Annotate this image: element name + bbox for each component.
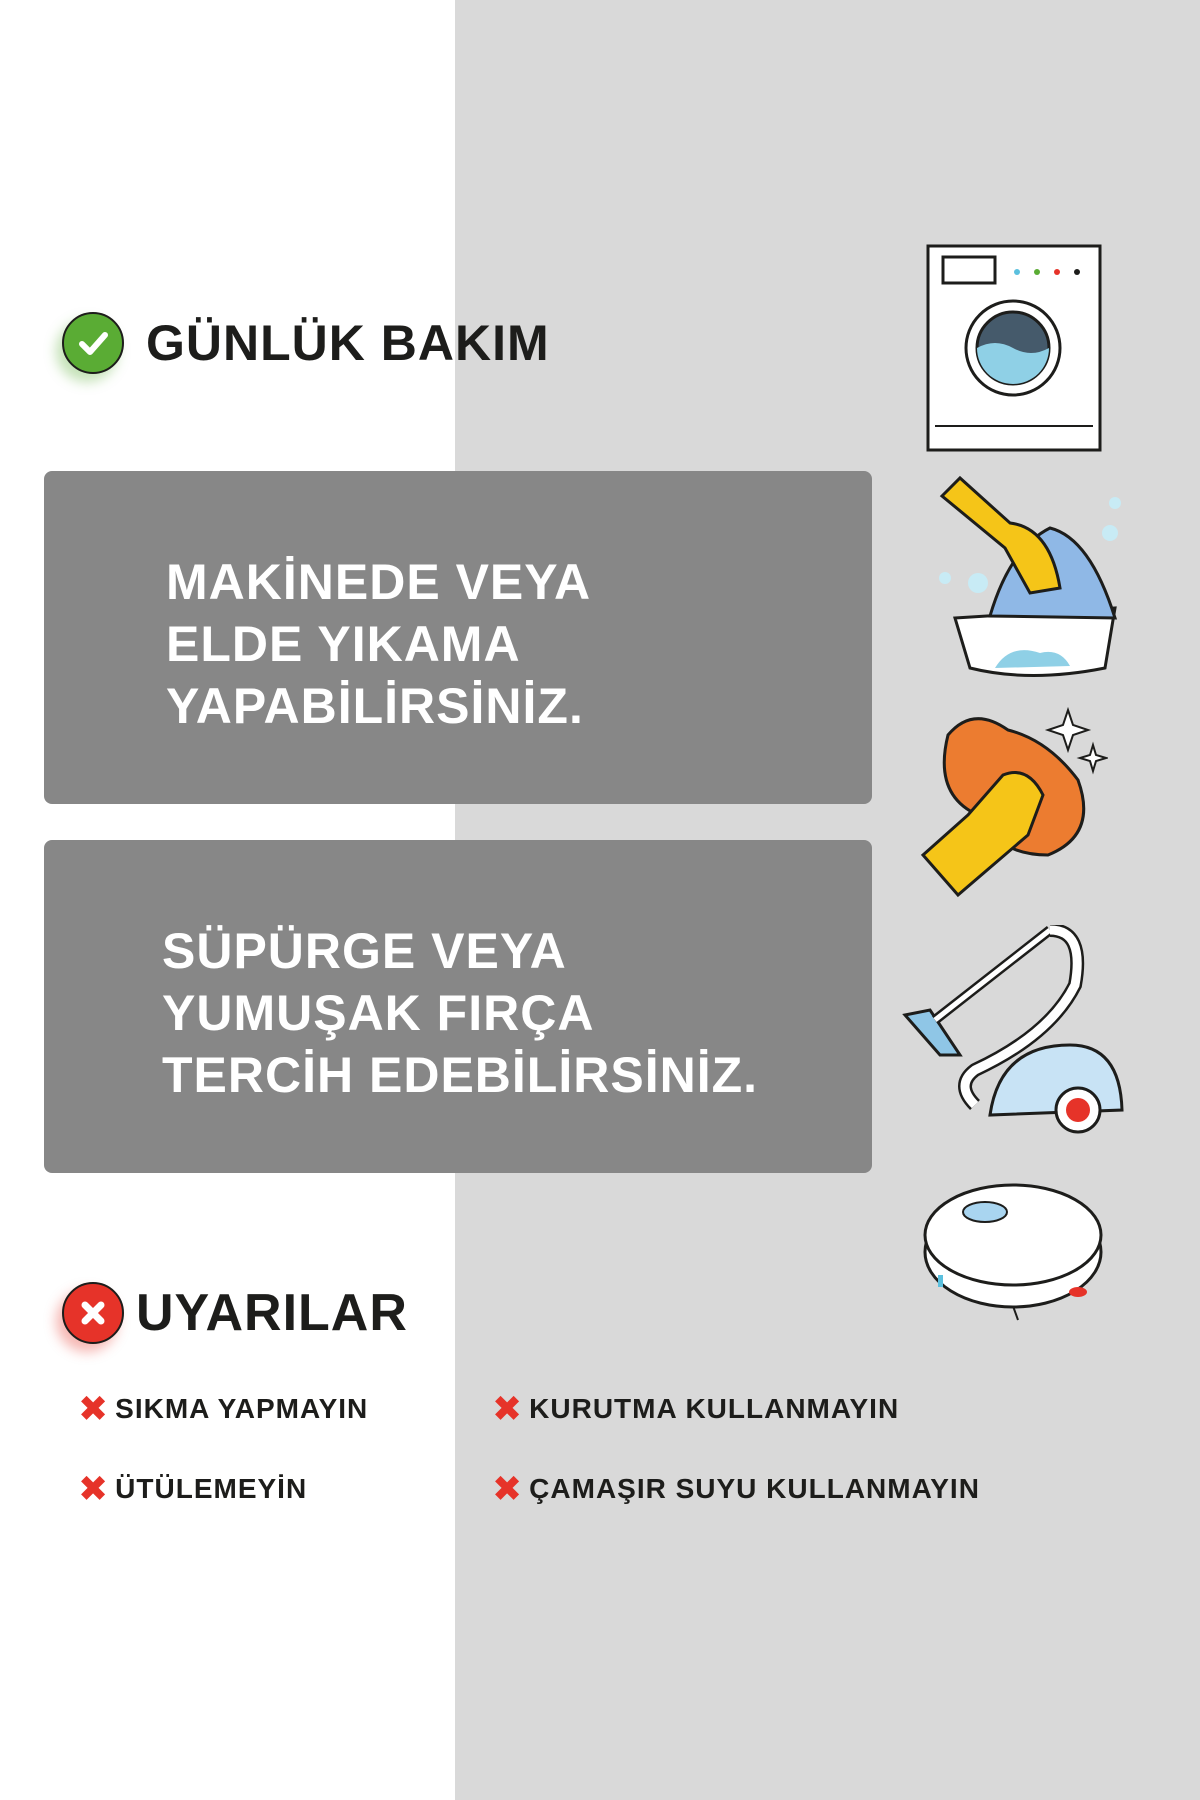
care-line: YAPABİLİRSİNİZ. bbox=[166, 678, 584, 734]
care-line: ELDE YIKAMA bbox=[166, 616, 521, 672]
section-heading-warnings bbox=[62, 1282, 408, 1344]
care-box-washing bbox=[44, 471, 872, 804]
warning-label: SIKMA YAPMAYIN bbox=[115, 1393, 369, 1424]
care-line: TERCİH EDEBİLİRSİNİZ. bbox=[162, 1047, 759, 1103]
care-box-vacuum bbox=[44, 840, 872, 1173]
robot-vacuum-icon bbox=[918, 1180, 1108, 1330]
warning-item bbox=[78, 1468, 307, 1510]
check-circle-icon bbox=[62, 312, 124, 374]
hand-washing-icon bbox=[900, 468, 1125, 683]
warning-label: ÜTÜLEMEYİN bbox=[115, 1473, 308, 1504]
section-title: UYARILAR bbox=[136, 1284, 408, 1342]
vacuum-cleaner-icon bbox=[900, 925, 1130, 1135]
section-heading-daily-care bbox=[62, 312, 550, 374]
section-title: GÜNLÜK BAKIM bbox=[146, 315, 550, 371]
x-circle-icon bbox=[62, 1282, 124, 1344]
warning-label: KURUTMA KULLANMAYIN bbox=[529, 1393, 900, 1424]
x-mark-icon: ✖ bbox=[492, 1388, 524, 1429]
care-line: YUMUŞAK FIRÇA bbox=[162, 985, 595, 1041]
care-line: SÜPÜRGE VEYA bbox=[162, 923, 567, 979]
x-mark-icon: ✖ bbox=[78, 1388, 110, 1429]
x-mark-icon: ✖ bbox=[492, 1468, 524, 1509]
care-line: MAKİNEDE VEYA bbox=[166, 554, 592, 610]
washing-machine-icon bbox=[925, 243, 1103, 453]
warning-item bbox=[492, 1388, 899, 1430]
x-mark-icon: ✖ bbox=[78, 1468, 110, 1509]
warning-label: ÇAMAŞIR SUYU KULLANMAYIN bbox=[529, 1473, 980, 1504]
warning-item bbox=[492, 1468, 980, 1510]
sponge-cleaning-icon bbox=[918, 705, 1108, 900]
warning-item bbox=[78, 1388, 368, 1430]
